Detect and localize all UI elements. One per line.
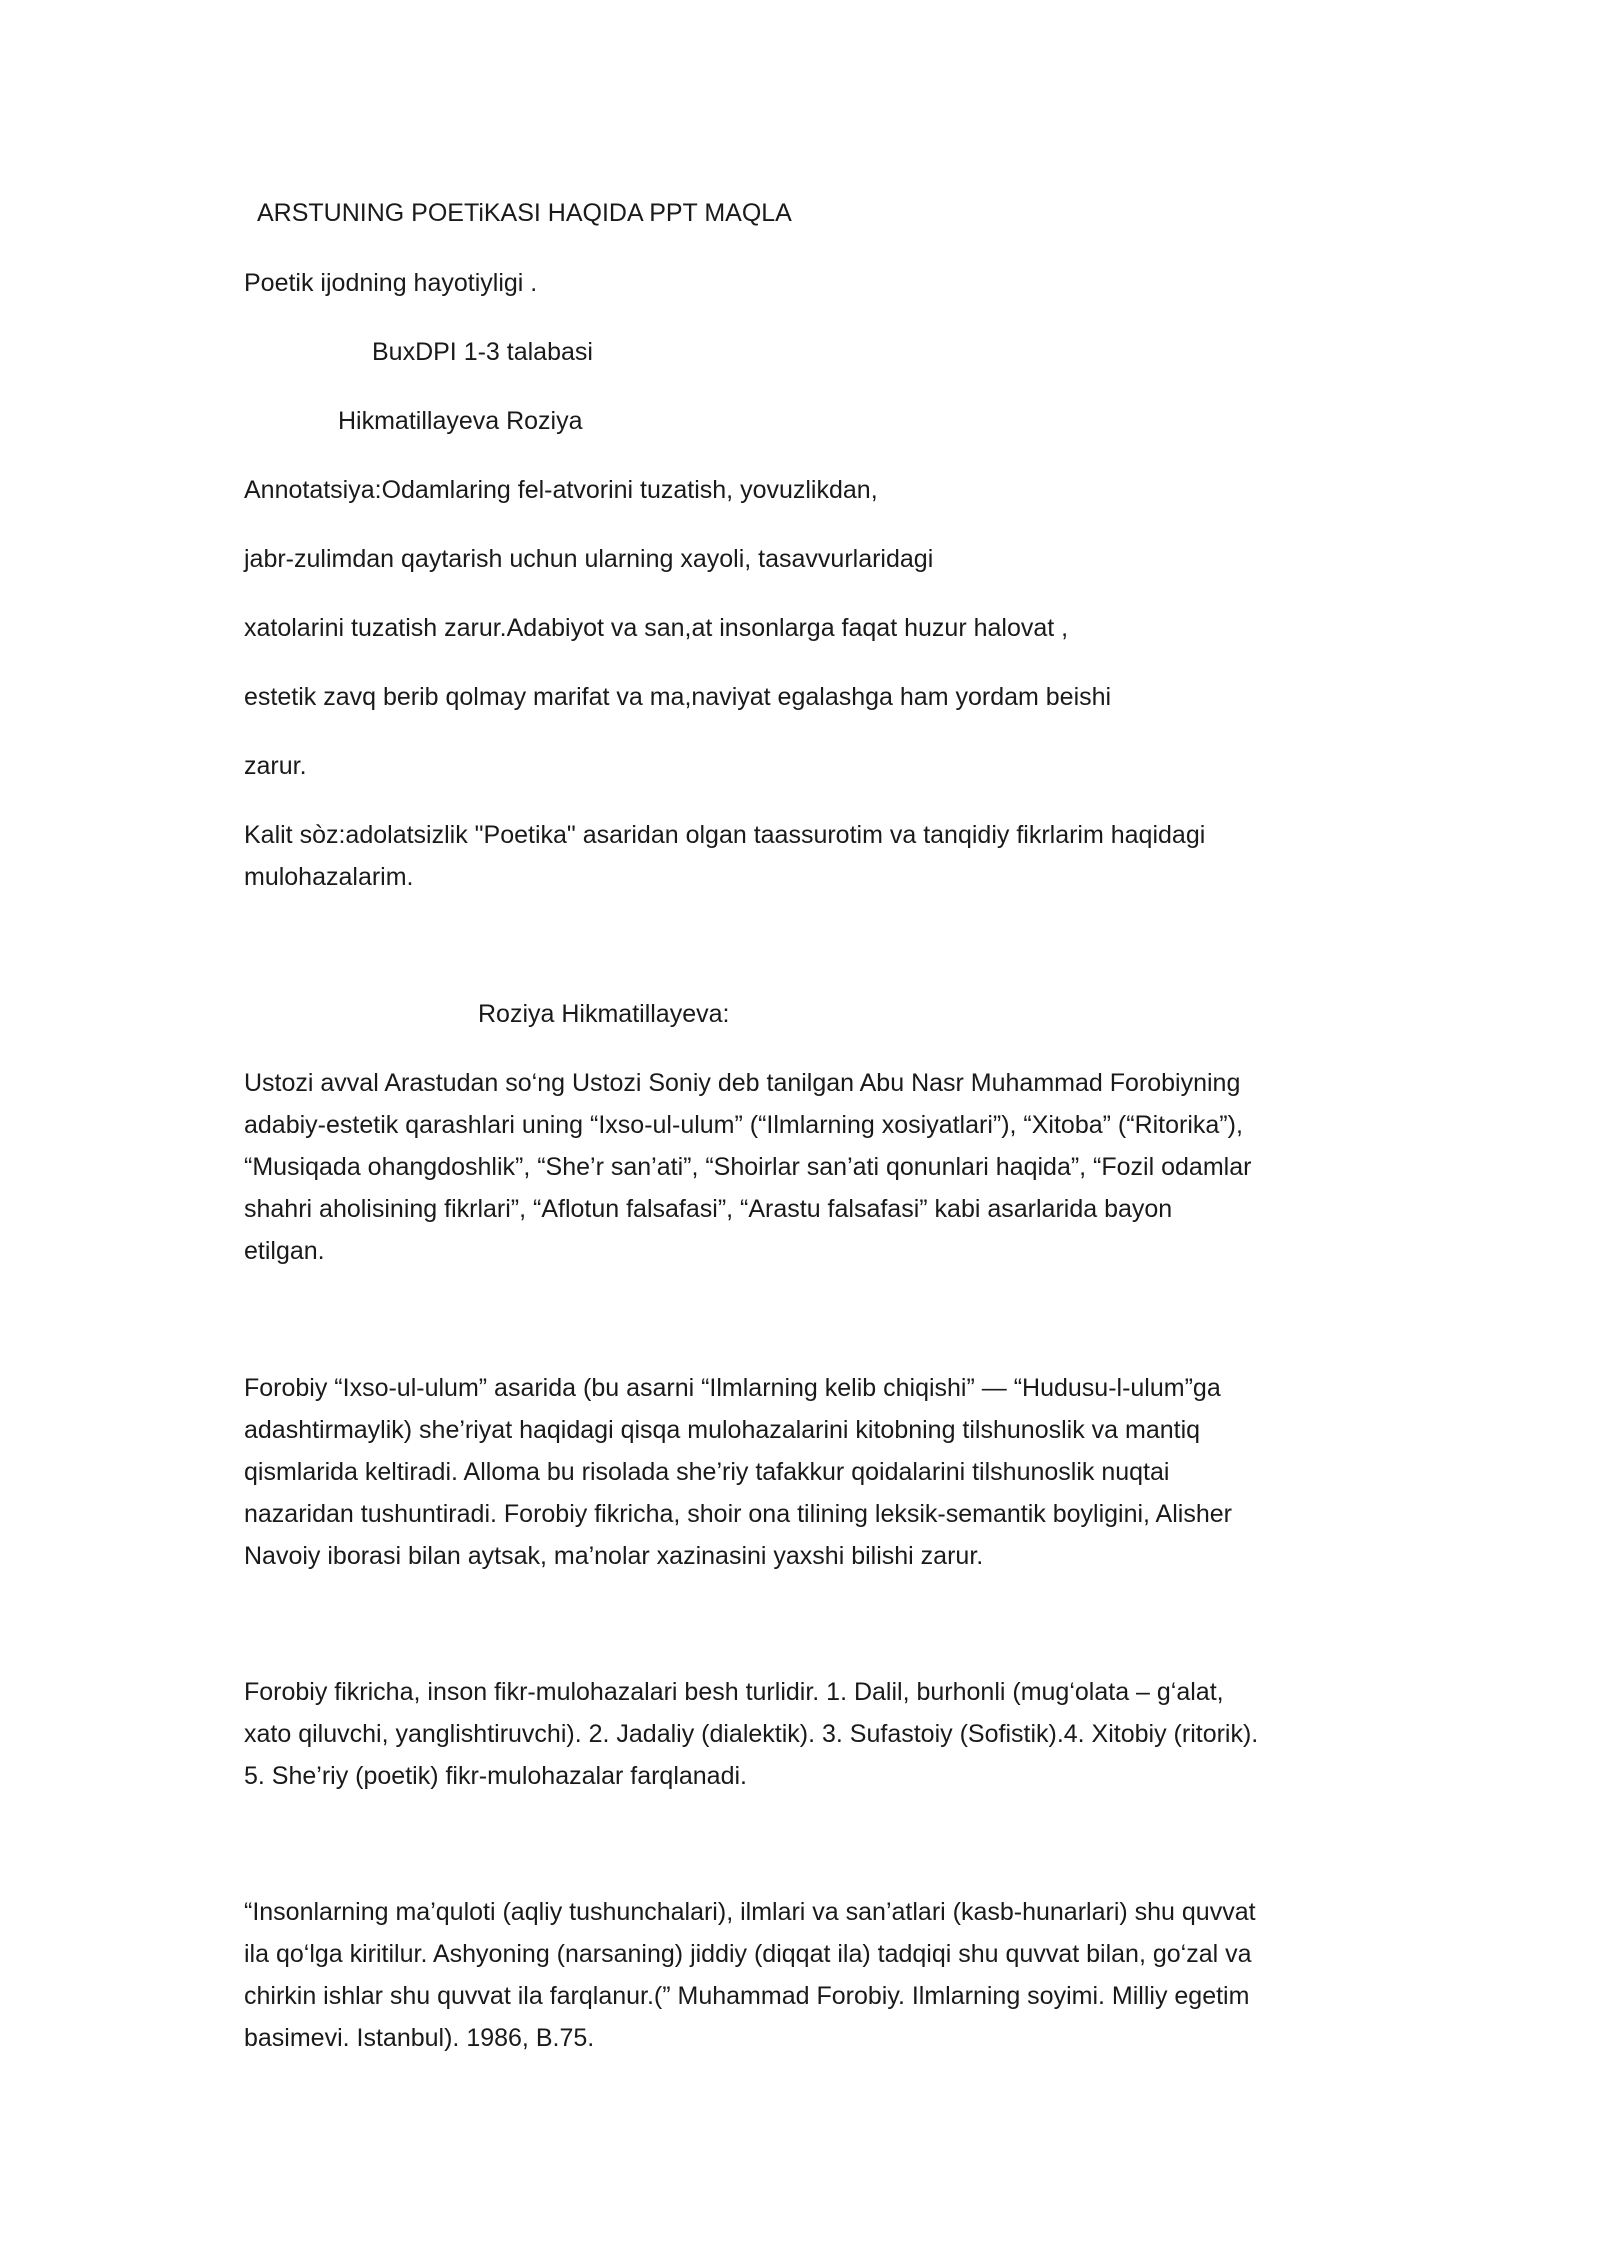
paragraph-line: Forobiy fikricha, inson fikr-mulohazalari besh turlidir. 1. Dalil, burhonli (mug‘olata – g‘alat, [244, 1678, 1224, 1706]
paragraph-line: adashtirmaylik) she’riyat haqidagi qisqa mulohazalarini kitobning tilshunoslik va mantiq [244, 1416, 1201, 1444]
paragraph-line: “Insonlarning ma’quloti (aqliy tushunchalari), ilmlari va san’atlari (kasb-hunarlari) shu quvvat [244, 1898, 1256, 1926]
annotation-line: Annotatsiya:Odamlaring fel-atvorini tuzatish, yovuzlikdan, [244, 476, 878, 504]
keywords-paragraph [244, 814, 1374, 898]
document-subtitle: Poetik ijodning hayotiyligi . [244, 269, 538, 297]
paragraph-line: Forobiy “Ixso-ul-ulum” asarida (bu asarni “Ilmlarning kelib chiqishi” — “Hudusu-l-ulum”ga [244, 1374, 1221, 1402]
section-author: Roziya Hikmatillayeva: [478, 1000, 730, 1028]
keywords-line: Kalit sòz:adolatsizlik "Poetika" asaridan olgan taassurotim va tanqidiy fikrlarim haqidagi [244, 821, 1206, 849]
paragraph-line: Ustozi avval Arastudan so‘ng Ustozi Soniy deb tanilgan Abu Nasr Muhammad Forobiyning [244, 1069, 1241, 1097]
paragraph-2 [244, 1367, 1374, 1577]
paragraph-3 [244, 1671, 1374, 1797]
paragraph-line: chirkin ishlar shu quvvat ila farqlanur.(” Muhammad Forobiy. Ilmlarning soyimi. Milliy egetim [244, 1982, 1250, 2010]
paragraph-4 [244, 1891, 1374, 2059]
paragraph-line: ila qo‘lga kiritilur. Ashyoning (narsaning) jiddiy (diqqat ila) tadqiqi shu quvvat bilan, go‘zal va [244, 1940, 1252, 1968]
annotation-line: estetik zavq berib qolmay marifat va ma,naviyat egalashga ham yordam beishi [244, 683, 1112, 711]
annotation-line: xatolarini tuzatish zarur.Adabiyot va san,at insonlarga faqat huzur halovat , [244, 614, 1069, 642]
paragraph-line: shahri aholisining fikrlari”, “Aflotun falsafasi”, “Arastu falsafasi” kabi asarlarida bayon [244, 1195, 1173, 1223]
paragraph-line: nazaridan tushuntiradi. Forobiy fikricha, shoir ona tilining leksik-semantik boyligini, Alisher [244, 1500, 1232, 1528]
keywords-line: mulohazalarim. [244, 863, 414, 891]
paragraph-line: xato qiluvchi, yanglishtiruvchi). 2. Jadaliy (dialektik). 3. Sufastoiy (Sofistik).4. Xitobiy (ritorik). [244, 1720, 1259, 1748]
author-affiliation: BuxDPI 1-3 talabasi [372, 338, 593, 366]
paragraph-line: etilgan. [244, 1237, 325, 1265]
paragraph-line: “Musiqada ohangdoshlik”, “She’r san’ati”, “Shoirlar san’ati qonunlari haqida”, “Fozil odamlar [244, 1153, 1252, 1181]
paragraph-line: Navoiy iborasi bilan aytsak, ma’nolar xazinasini yaxshi bilishi zarur. [244, 1542, 984, 1570]
annotation-line: zarur. [244, 752, 307, 780]
paragraph-line: qismlarida keltiradi. Alloma bu risolada she’riy tafakkur qoidalarini tilshunoslik nuqtai [244, 1458, 1170, 1486]
paragraph-line: 5. She’riy (poetik) fikr-mulohazalar farqlanadi. [244, 1762, 747, 1790]
document-title: ARSTUNING POETiKASI HAQIDA PPT MAQLA [257, 199, 792, 227]
paragraph-line: basimevi. Istanbul). 1986, B.75. [244, 2024, 595, 2052]
annotation-line: jabr-zulimdan qaytarish uchun ularning xayoli, tasavvurlaridagi [244, 545, 934, 573]
paragraph-1 [244, 1062, 1374, 1272]
paragraph-line: adabiy-estetik qarashlari uning “Ixso-ul-ulum” (“Ilmlarning xosiyatlari”), “Xitoba” (“Ritorika”), [244, 1111, 1243, 1139]
author-name: Hikmatillayeva Roziya [338, 407, 583, 435]
